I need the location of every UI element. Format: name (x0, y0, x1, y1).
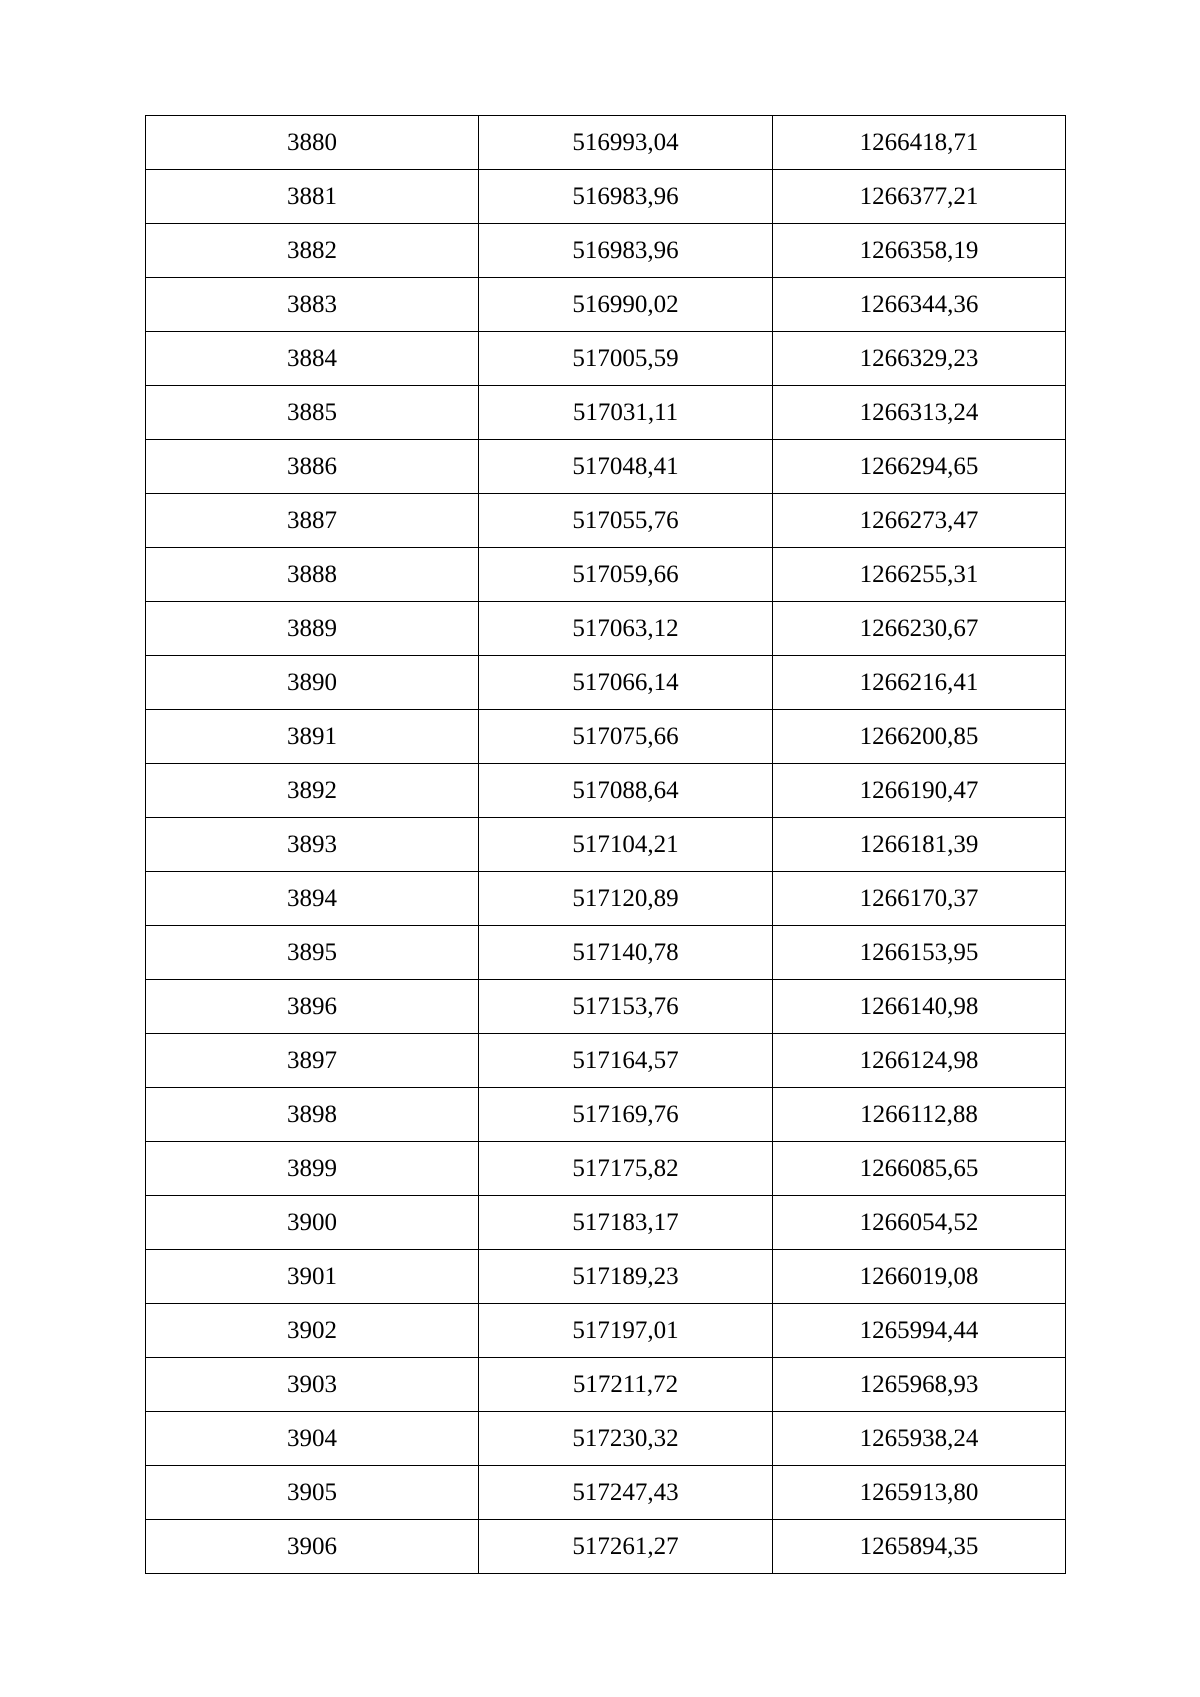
point-number-cell: 3889 (146, 602, 479, 656)
table-row (146, 494, 1066, 548)
point-number-cell: 3906 (146, 1520, 479, 1574)
x-coordinate-cell: 517088,64 (479, 764, 773, 818)
x-coordinate-cell: 516993,04 (479, 116, 773, 170)
x-coordinate-cell: 516990,02 (479, 278, 773, 332)
y-coordinate-cell: 1266153,95 (773, 926, 1066, 980)
table-row (146, 1358, 1066, 1412)
y-coordinate-cell: 1266200,85 (773, 710, 1066, 764)
point-number-cell: 3896 (146, 980, 479, 1034)
y-coordinate-cell: 1265913,80 (773, 1466, 1066, 1520)
point-number-cell: 3899 (146, 1142, 479, 1196)
x-coordinate-cell: 517247,43 (479, 1466, 773, 1520)
y-coordinate-cell: 1266112,88 (773, 1088, 1066, 1142)
point-number-cell: 3880 (146, 116, 479, 170)
x-coordinate-cell: 517183,17 (479, 1196, 773, 1250)
point-number-cell: 3894 (146, 872, 479, 926)
point-number-cell: 3898 (146, 1088, 479, 1142)
x-coordinate-cell: 517055,76 (479, 494, 773, 548)
y-coordinate-cell: 1266418,71 (773, 116, 1066, 170)
table-row (146, 1196, 1066, 1250)
table-row (146, 602, 1066, 656)
y-coordinate-cell: 1266170,37 (773, 872, 1066, 926)
point-number-cell: 3897 (146, 1034, 479, 1088)
table-row (146, 332, 1066, 386)
y-coordinate-cell: 1266344,36 (773, 278, 1066, 332)
x-coordinate-cell: 517104,21 (479, 818, 773, 872)
y-coordinate-cell: 1266140,98 (773, 980, 1066, 1034)
coordinates-table-body (146, 116, 1066, 1574)
y-coordinate-cell: 1266255,31 (773, 548, 1066, 602)
y-coordinate-cell: 1265994,44 (773, 1304, 1066, 1358)
table-row (146, 1304, 1066, 1358)
table-row (146, 1466, 1066, 1520)
y-coordinate-cell: 1266377,21 (773, 170, 1066, 224)
y-coordinate-cell: 1266216,41 (773, 656, 1066, 710)
point-number-cell: 3886 (146, 440, 479, 494)
point-number-cell: 3883 (146, 278, 479, 332)
table-row (146, 1412, 1066, 1466)
point-number-cell: 3900 (146, 1196, 479, 1250)
x-coordinate-cell: 517066,14 (479, 656, 773, 710)
table-row (146, 440, 1066, 494)
x-coordinate-cell: 517063,12 (479, 602, 773, 656)
y-coordinate-cell: 1266124,98 (773, 1034, 1066, 1088)
point-number-cell: 3895 (146, 926, 479, 980)
x-coordinate-cell: 517211,72 (479, 1358, 773, 1412)
y-coordinate-cell: 1266019,08 (773, 1250, 1066, 1304)
x-coordinate-cell: 517031,11 (479, 386, 773, 440)
table-row (146, 656, 1066, 710)
y-coordinate-cell: 1265938,24 (773, 1412, 1066, 1466)
table-row (146, 278, 1066, 332)
x-coordinate-cell: 517140,78 (479, 926, 773, 980)
point-number-cell: 3902 (146, 1304, 479, 1358)
table-row (146, 710, 1066, 764)
table-row (146, 764, 1066, 818)
point-number-cell: 3890 (146, 656, 479, 710)
point-number-cell: 3887 (146, 494, 479, 548)
y-coordinate-cell: 1266313,24 (773, 386, 1066, 440)
y-coordinate-cell: 1265968,93 (773, 1358, 1066, 1412)
y-coordinate-cell: 1266054,52 (773, 1196, 1066, 1250)
x-coordinate-cell: 517189,23 (479, 1250, 773, 1304)
table-row (146, 1142, 1066, 1196)
point-number-cell: 3893 (146, 818, 479, 872)
point-number-cell: 3903 (146, 1358, 479, 1412)
table-row (146, 548, 1066, 602)
y-coordinate-cell: 1266085,65 (773, 1142, 1066, 1196)
table-row (146, 1520, 1066, 1574)
y-coordinate-cell: 1265894,35 (773, 1520, 1066, 1574)
x-coordinate-cell: 516983,96 (479, 170, 773, 224)
y-coordinate-cell: 1266273,47 (773, 494, 1066, 548)
table-row (146, 872, 1066, 926)
x-coordinate-cell: 517005,59 (479, 332, 773, 386)
table-row (146, 1034, 1066, 1088)
point-number-cell: 3881 (146, 170, 479, 224)
table-row (146, 1088, 1066, 1142)
x-coordinate-cell: 517230,32 (479, 1412, 773, 1466)
point-number-cell: 3888 (146, 548, 479, 602)
y-coordinate-cell: 1266358,19 (773, 224, 1066, 278)
table-row (146, 1250, 1066, 1304)
x-coordinate-cell: 517261,27 (479, 1520, 773, 1574)
x-coordinate-cell: 517169,76 (479, 1088, 773, 1142)
x-coordinate-cell: 517059,66 (479, 548, 773, 602)
x-coordinate-cell: 517120,89 (479, 872, 773, 926)
table-row (146, 170, 1066, 224)
x-coordinate-cell: 517175,82 (479, 1142, 773, 1196)
point-number-cell: 3905 (146, 1466, 479, 1520)
y-coordinate-cell: 1266294,65 (773, 440, 1066, 494)
table-row (146, 224, 1066, 278)
x-coordinate-cell: 517197,01 (479, 1304, 773, 1358)
y-coordinate-cell: 1266329,23 (773, 332, 1066, 386)
x-coordinate-cell: 517048,41 (479, 440, 773, 494)
point-number-cell: 3884 (146, 332, 479, 386)
table-row (146, 980, 1066, 1034)
x-coordinate-cell: 516983,96 (479, 224, 773, 278)
point-number-cell: 3901 (146, 1250, 479, 1304)
y-coordinate-cell: 1266190,47 (773, 764, 1066, 818)
point-number-cell: 3892 (146, 764, 479, 818)
y-coordinate-cell: 1266230,67 (773, 602, 1066, 656)
table-row (146, 116, 1066, 170)
table-row (146, 818, 1066, 872)
point-number-cell: 3891 (146, 710, 479, 764)
table-row (146, 926, 1066, 980)
y-coordinate-cell: 1266181,39 (773, 818, 1066, 872)
point-number-cell: 3904 (146, 1412, 479, 1466)
point-number-cell: 3882 (146, 224, 479, 278)
x-coordinate-cell: 517153,76 (479, 980, 773, 1034)
table-row (146, 386, 1066, 440)
coordinates-table (145, 115, 1066, 1574)
point-number-cell: 3885 (146, 386, 479, 440)
x-coordinate-cell: 517164,57 (479, 1034, 773, 1088)
x-coordinate-cell: 517075,66 (479, 710, 773, 764)
